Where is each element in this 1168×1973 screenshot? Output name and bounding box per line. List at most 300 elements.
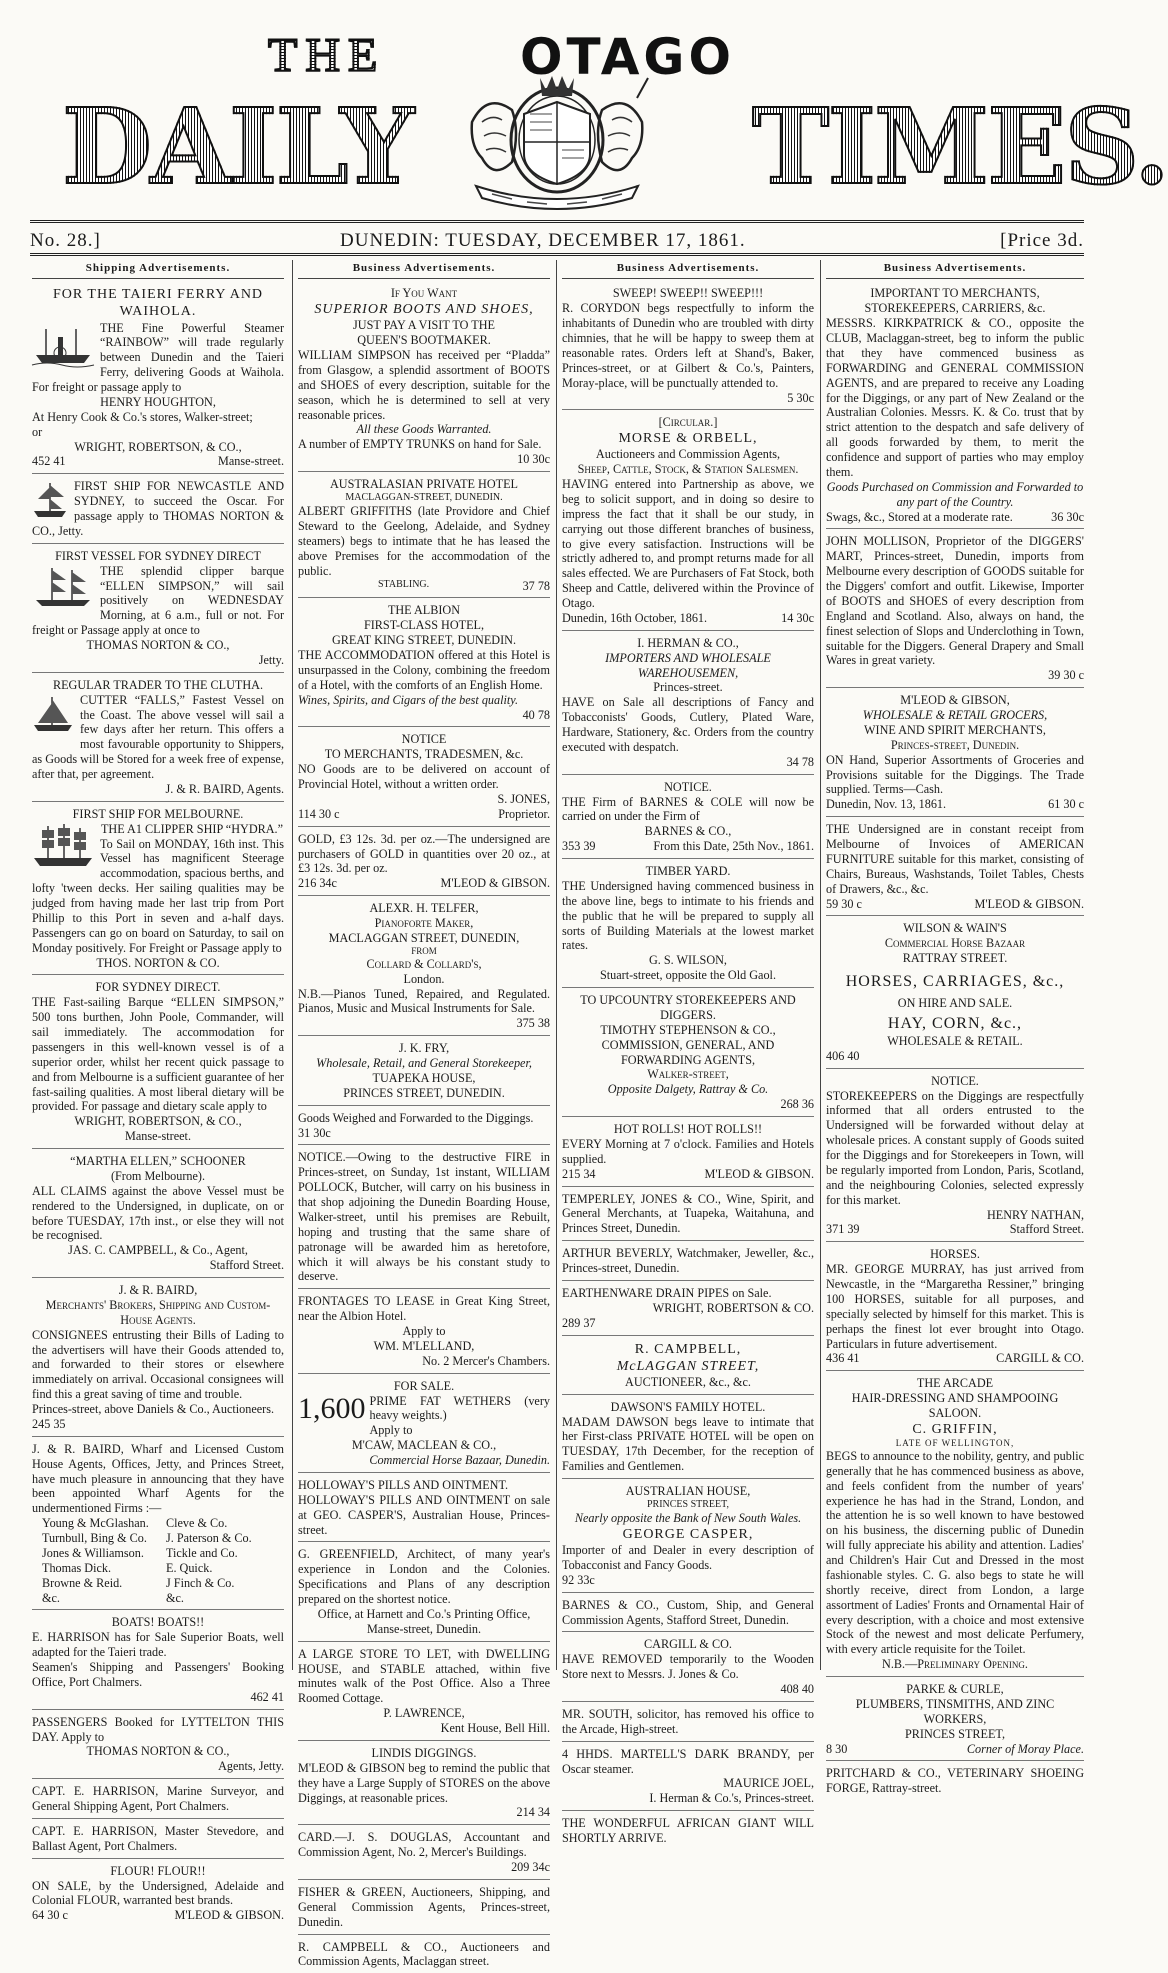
ad-code: 61 30 c [1048,797,1084,812]
ad-title: TIMBER YARD. [645,864,731,879]
ad-note: Goods Purchased on Commission and Forwarded to any part of the Country. [826,479,1084,509]
ad-american-furniture [826,819,1084,916]
ad-frontages [298,1291,550,1373]
price: [Price 3d. [1000,230,1084,251]
ad-address: RATTRAY STREET. [902,951,1008,966]
ad-subtitle: Pianoforte Maker, [374,916,474,931]
ad-signature: G. S. WILSON, [649,953,727,968]
ad-title: THE ARCADE [916,1376,994,1391]
column-business-1 [298,260,550,1969]
masthead-daily: DAILY [62,85,413,208]
column-divider [292,260,293,1670]
ad-code: 436 41 [826,1351,860,1366]
ad-sydney-direct-1 [32,546,284,673]
ad-flour [32,1861,284,1928]
ad-body: MESSRS. KIRKPATRICK & CO., opposite the CLUB, Maclaggan-street, beg to inform the public that they have commenced business as FORWARDING and GENERAL COMMISSION AGENTS, and are prepared to receive any Loading for the Diggings, or any part of New Zealand or the Australian Colonies. Messrs. K. & Co. trust that by strict attention to the despatch and safe delivery of all goods forwarded by them, to merit the confidence and support of parties who may employ them. [826,316,1084,479]
ad-apply: Apply to [402,1324,446,1339]
ad-subtitle: Auctioneers and Commission Agents, [595,447,781,462]
ad-large-store [298,1644,550,1741]
firm-item: Tickle and Co. [166,1545,238,1560]
firm-item: Young & McGlashan. [42,1516,149,1531]
ad-code: 371 39 [826,1222,860,1237]
ad-tag: STABLING. [378,578,430,590]
ad-title: FLOUR! FLOUR!! [110,1863,206,1878]
ad-holloway [298,1475,550,1543]
ad-body: FRONTAGES TO LEASE in Great King Street, near the Albion Hotel. [298,1294,550,1324]
ad-body: To Sail on MONDAY, 16th inst. This Vessel has magnificent Steerage accommodation, spacious berths, and lofty 'tween decks. Her sailing qualities may be judged from having made her last trip from Port Phillip to this Port in seven and a-half days. Passengers can go on board on Saturday, to sail on Monday positively. For Freight or Passage apply to [32,836,284,955]
ad-name: C. GRIFFIN, [912,1421,998,1437]
column-business-3 [826,260,1084,1796]
ad-subtitle: Sheep, Cattle, Stock, & Station Salesmen. [577,462,799,477]
ad-wethers [298,1376,550,1473]
ad-arcade-griffin [826,1373,1084,1677]
ad-code: 14 30c [781,610,814,625]
firm-item: Cleve & Co. [166,1516,228,1531]
ad-body: NO Goods are to be delivered on account of Provincial Hotel, without a written order. [298,762,550,792]
ad-body: THE Undersigned are in constant receipt from Melbourne of Invoices of AMERICAN FURNITURE suitable for this market, consisting of Chairs, Bureaus, Washstands, Toilet Tables, Chests of Drawers, &c., &c. [826,822,1084,896]
ad-title: HORSES. [930,1247,980,1262]
ad-code: 5 30c [787,390,814,405]
ad-barnes-co [562,1595,814,1633]
ad-role: Proprietor. [498,806,550,821]
ad-title: FOR SYDNEY DIRECT. [95,980,221,995]
ad-signature: MAURICE JOEL, [723,1776,814,1791]
ad-text: or [32,424,43,439]
ad-stephenson [562,990,814,1117]
ad-body: THE ACCOMMODATION offered at this Hotel is unsurpassed in the Colony, combining the freedom of a Hotel, with the comforts of an English Home. [298,648,550,692]
sailing-ship-icon [32,481,68,521]
ad-subtitle: COMMISSION, GENERAL, AND FORWARDING AGENTS, [601,1037,775,1067]
ad-code: 64 30 c [32,1908,68,1923]
ad-code: 10 30c [517,452,550,467]
masthead-otago: OTAGO [520,28,735,86]
ad-code: 408 40 [780,1682,814,1697]
ad-morse-orbell [562,412,814,630]
ad-mollison [826,531,1084,688]
ad-signature: J. & R. BAIRD, Agents. [165,781,284,796]
ad-code: 462 41 [250,1689,284,1704]
ad-body: THE WONDERFUL AFRICAN GIANT WILL SHORTLY ARRIVE. [562,1816,814,1846]
ad-address: Princes-street, above Daniels & Co., Auctioneers. [32,1402,274,1417]
ad-role: AUCTIONEER, &c., &c. [625,1374,751,1389]
ad-brandy [562,1744,814,1812]
ad-title: PARKE & CURLE, [906,1682,1004,1697]
ad-title: STOREKEEPERS, CARRIERS, &c. [864,301,1046,316]
ad-title: J. K. FRY, [398,1041,450,1056]
column-divider [556,260,557,1670]
ad-title: LINDIS DIGGINGS. [371,1745,477,1760]
ad-address: No. 2 Mercer's Chambers. [422,1353,550,1368]
ad-body: PASSENGERS Booked for LYTTELTON THIS DAY. Apply to [32,1714,284,1744]
ad-date: From this Date, 25th Nov., 1861. [653,839,814,854]
ad-body: JOHN MOLLISON, Proprietor of the DIGGERS' MART, Princes-street, Dunedin, imports from Melbourne every description of GOODS suitable for the Diggers' comfort and outfit. Likewise, Importer of BOOTS and SHOES of every description from England and Scotland. Also, always on hand, the finest selection of Slops and Underclothing in Town, suitable for the Diggers. General Drapery and Small Wares in great variety. [826,534,1084,668]
ad-body: Seamen's Shipping and Passengers' Booking Office, Port Chalmers. [32,1660,284,1689]
ad-horses [826,1244,1084,1371]
ad-subtitle: Wholesale, Retail, and General Storekeeper, [316,1056,532,1071]
ad-body: CAPT. E. HARRISON, Marine Surveyor, and General Shipping Agent, Port Chalmers. [32,1784,284,1814]
ad-firm: Collard & Collard's, [366,956,482,971]
ad-title: R. CAMPBELL, [634,1341,742,1357]
ad-body: E. HARRISON has for Sale Superior Boats, well adapted for the Taieri trade. [32,1630,284,1660]
masthead-the: THE [268,29,386,82]
ad-title: HAIR-DRESSING AND SHAMPOOING SALOON. [851,1391,1059,1421]
ad-body: MADAM DAWSON begs leave to intimate that her First-class PRIVATE HOTEL will be open on TUESDAY, 17th December, for the reception of Families and Gentlemen. [562,1414,814,1474]
ad-title: FOR THE TAIERI FERRY AND WAIHOLA. [52,287,264,320]
ad-harrison-surveyor [32,1781,284,1819]
ad-south-solicitor [562,1704,814,1742]
firm-item: Browne & Reid. [42,1575,123,1590]
ad-lyttelton [32,1712,284,1780]
ad-title: NOTICE. [664,779,712,794]
ad-address: Stafford Street. [209,1258,284,1273]
ad-title: “MARTHA ELLEN,” SCHOONER [70,1154,246,1169]
ad-note: N.B.—Preliminary Opening. [882,1657,1028,1672]
ad-signature: S. JONES, [497,791,550,806]
ad-signature: M'LEOD & GIBSON. [440,876,550,891]
place-date: DUNEDIN: TUESDAY, DECEMBER 17, 1861. [340,230,746,251]
ad-subtitle: Merchants' Brokers, Shipping and Custom-House Agents. [45,1297,271,1327]
ad-subtitle: LATE OF WELLINGTON, [895,1438,1015,1449]
ad-r-campbell [562,1338,814,1395]
ad-hot-rolls [562,1119,814,1187]
masthead-rule [30,220,1084,223]
ad-mleod-grocers [826,690,1084,817]
ad-body: BEGS to announce to the nobility, gentry, and public generally that he has commenced business as above, and feels confident from the number of years' experience he has had in the Strand, London, and the attention he is so well known to have bestowed on his business, the discerning public of Dunedin will fully appreciate his ability and attention. Ladies' and Children's Hair Cut and Dressed in the most fashionable styles. C. G. also begs to state he will shortly receive, direct from London, a large assortment of Ladies' Fronts and Ornamental Hair of every description, with a choice and most extensive Stock of the newest and most delicate Perfumery, with every article requisite for the Toilet. [826,1448,1084,1657]
ad-date: Dunedin, 16th October, 1861. [562,610,708,625]
ad-title: M'LEOD & GIBSON, [900,693,1010,708]
masthead [0,0,1168,215]
ad-body: N.B.—Pianos Tuned, Repaired, and Regulated. Pianos, Music and Musical Instruments for Sale. [298,986,550,1016]
ad-temperley [562,1189,814,1242]
ad-title: HOT ROLLS! HOT ROLLS!! [613,1122,763,1137]
ad-note: All these Goods Warranted. [356,422,492,437]
ad-body: FISHER & GREEN, Auctioneers, Shipping, and General Commission Agents, Princes-street, Dunedin. [298,1884,550,1929]
column-business-2 [562,260,814,1846]
ad-african-giant [562,1813,814,1850]
ad-body: M'LEOD & GIBSON beg to remind the public that they have a Large Supply of STORES on the above Diggings, at reasonable prices. [298,1760,550,1805]
ad-subtitle: MACLAGGAN-STREET, DUNEDIN. [345,491,503,503]
ad-signature: WRIGHT, ROBERTSON & CO. [652,1300,814,1315]
ad-signature: HENRY HOUGHTON, [100,394,216,409]
ad-boats [32,1612,284,1709]
ad-signature: THOMAS NORTON & CO., [86,1744,230,1759]
masthead-times: TIMES. [752,85,1168,208]
ad-line: WHOLESALE & RETAIL. [887,1033,1023,1048]
ad-code: 8 30 [826,1741,848,1756]
ad-wilson-wain [826,918,1084,1068]
ad-subtitle: PLUMBERS, TINSMITHS, AND ZINC WORKERS, [855,1696,1055,1726]
ad-beverly [562,1243,814,1281]
ad-herman [562,633,814,775]
ad-campbell-co [298,1937,550,1973]
ad-title: I. HERMAN & CO., [637,635,739,650]
ad-body: CAPT. E. HARRISON, Master Stevedore, and Ballast Agent, Port Chalmers. [32,1823,284,1853]
column-heading: Business Advertisements. [562,260,814,279]
ad-address: Princes-street. [653,680,723,695]
ad-body: HOLLOWAY'S PILLS AND OINTMENT on sale at GEO. CASPER'S, Australian House, Princes-street. [298,1492,550,1537]
ad-greenfield [298,1544,550,1641]
ad-body: HAVE on Sale all descriptions of Fancy and Tobacconists' Goods, Cutlery, Plated Ware, Hardware, Stationery, &c. Orders from the country executed with despatch. [562,695,814,754]
firm-list [32,1516,284,1605]
ad-subtitle: GREAT KING STREET, DUNEDIN. [331,633,517,648]
ad-taieri-ferry [32,283,284,474]
ad-signature: WM. M'LELLAND, [373,1338,475,1353]
ad-from: FROM [411,945,437,956]
ad-subtitle: WHOLESALE & RETAIL GROCERS, [862,708,1048,723]
ad-fisher [298,1882,550,1935]
ad-drain-pipes [562,1283,814,1336]
ad-signature: P. LAWRENCE, [383,1706,465,1721]
ad-douglas [298,1827,550,1880]
ad-foot: Swags, &c., Stored at a moderate rate. [826,509,1013,524]
ad-body: FIRST SHIP FOR NEWCASTLE AND SYDNEY, to succeed the Oscar. For passage apply to THOMAS NORTON & CO., Jetty. [32,479,284,538]
ad-gold [298,829,550,897]
ad-australasian-hotel [298,474,550,598]
ad-lindis [298,1743,550,1825]
ad-line: ON HIRE AND SALE. [897,995,1013,1010]
ad-code: 31 30c [298,1125,331,1140]
ad-title: SUPERIOR BOOTS AND SHOES, [314,302,534,318]
ad-code: 406 40 [826,1048,860,1063]
ad-diggings-weighed [298,1108,550,1146]
ad-body: ON Hand, Superior Assortments of Groceries and Provisions suitable for the Diggings. The Trade supplied. Terms—Cash. [826,752,1084,797]
ad-subtitle: TO MERCHANTS, TRADESMEN, &c. [324,747,524,762]
ad-body: CARD.—J. S. DOUGLAS, Accountant and Commission Agent, No. 2, Mercer's Buildings. [298,1830,550,1860]
ad-sweep [562,283,814,410]
ad-clutha [32,675,284,802]
ad-city: London. [403,971,445,986]
ad-telfer [298,898,550,1036]
ad-code: 40 78 [522,707,550,722]
ad-baird-wharf [32,1439,284,1611]
ad-address: Princes-street, Dunedin. [890,737,1020,752]
ad-title: SWEEP! SWEEP!! SWEEP!!! [612,286,764,301]
ad-title: DAWSON'S FAMILY HOTEL. [610,1399,766,1414]
ad-address: Stuart-street, opposite the Old Gaol. [599,968,776,983]
ad-lead: THE A1 CLIPPER SHIP “HYDRA.” [100,821,284,836]
ad-code: 92 33c [562,1572,595,1587]
ad-baird [32,1280,284,1437]
ad-signature: CARGILL & CO. [996,1351,1084,1366]
ad-code: 245 35 [32,1416,66,1431]
ad-code: 34 78 [786,754,814,769]
ad-body: R. CAMPBELL & CO., Auctioneers and Commission Agents, Maclaggan street. [298,1939,550,1969]
ad-code: 39 30 c [1048,668,1084,683]
ad-title: BOATS! BOATS!! [111,1615,205,1630]
ad-address: At Henry Cook & Co.'s stores, Walker-street; [32,409,253,424]
firm-item: &c. [42,1590,60,1605]
ad-date: Dunedin, Nov. 13, 1861. [826,797,947,812]
ad-body: J. & R. BAIRD, Wharf and Licensed Custom House Agents, Offices, Jetty, and Princes Street, have much pleasure in announcing that they have been appointed Wharf Agents for the undermentioned Firms :— [32,1441,284,1516]
ad-body: NOTICE.—Owing to the destructive FIRE in Princes-street, on Sunday, 1st instant, WILLIAM POLLOCK, Butcher, will carry on his business in that shop adjoining the Dunedin Boarding House, Walker-street, until his premises are Rebuilt, hoping and trusting that the same share of patronage will be awarded him as heretofore, which it will always be his constant study to deserve. [298,1150,550,1284]
ad-title: NOTICE. [931,1073,979,1088]
ad-signature: HENRY NATHAN, [986,1207,1084,1222]
ad-code: 36 30c [1051,509,1084,524]
ad-code: 216 34c [298,876,337,891]
column-divider [820,260,821,1670]
ad-apply: Apply to [369,1423,413,1438]
ad-newcastle [32,476,284,544]
ad-parke-curle [826,1679,1084,1761]
ad-circular: [Circular.] [658,415,718,430]
ad-address: Agents, Jetty. [218,1759,284,1774]
ad-subtitle: IMPORTERS AND WHOLESALE WAREHOUSEMEN, [605,650,771,680]
ad-title: IMPORTANT TO MERCHANTS, [870,286,1040,301]
ad-title: NOTICE [401,732,447,747]
ad-code: 268 36 [780,1097,814,1112]
ad-body: ARTHUR BEVERLY, Watchmaker, Jeweller, &c., Princes-street, Dunedin. [562,1246,814,1276]
ad-body: THE Fast-sailing Barque “ELLEN SIMPSON,” 500 tons burthen, John Poole, Commander, will sail immediately. The accommodation for passengers in this well-known vessel is of a superior order, whilst her recent quick passage to and from Melbourne is a sufficient guarantee of her fast-sailing qualities. A most liberal dietary will be provided. For passage and dietary scale apply to [32,995,284,1114]
column-heading: Business Advertisements. [826,260,1084,279]
column-heading: Business Advertisements. [298,260,550,279]
ad-title: GEORGE CASPER, [622,1526,754,1542]
ad-code: 37 78 [522,578,550,593]
ad-body: CONSIGNEES entrusting their Bills of Lading to the advertisers will have their Goods attended to, and forwarded to their stores or elsewhere immediately on arrival. Occasional consignees will find this a great saving of time and trouble. [32,1327,284,1402]
ad-code: 289 37 [562,1315,596,1330]
ad-title: REGULAR TRADER TO THE CLUTHA. [52,677,263,692]
ad-title: THE ALBION [387,603,461,618]
ad-body: 4 HHDS. MARTELL'S DARK BRANDY, per Oscar steamer. [562,1746,814,1776]
ad-address: Office, at Harnett and Co.'s Printing Office, Manse-street, Dunedin. [317,1606,531,1636]
ad-dawson-hotel [562,1397,814,1479]
ad-subtitle: (From Melbourne). [110,1168,206,1183]
ad-address: Walker-street, [647,1067,729,1082]
ad-line: HORSES, CARRIAGES, &c., [845,973,1065,991]
ad-title: TO UPCOUNTRY STOREKEEPERS AND DIGGERS. [580,993,796,1022]
ad-subtitle: Commercial Horse Bazaar [884,936,1026,951]
ad-lead: If You Want [390,286,458,301]
ad-line: HAY, CORN, &c., [887,1015,1023,1033]
firm-item: J Finch & Co. [166,1575,235,1590]
ad-australian-house [562,1481,814,1593]
ad-body: GOLD, £3 12s. 3d. per oz.—The undersigned are purchasers of GOLD in quantities over 20 oz., at £3 12s. 3d. per oz. [298,831,550,876]
ad-signature: THOS. NORTON & CO. [96,955,220,970]
ad-title: HOLLOWAY'S PILLS AND OINTMENT. [298,1477,509,1492]
ad-code: 114 30 c [298,806,340,821]
ad-body: THE Firm of BARNES & COLE will now be carried on under the Firm of [562,794,814,824]
ad-address: Jetty. [258,652,284,667]
ad-body: TEMPERLEY, JONES & CO., Wine, Spirit, and General Merchants, at Tuapeka, Waitahuna, and Princes Street, Dunedin. [562,1191,814,1236]
ad-note: Corner of Moray Place. [966,1741,1084,1756]
ad-subtitle: JUST PAY A VISIT TO THE [353,318,495,333]
ad-body: Importer of and Dealer in every description of Tobacconist and Fancy Goods. [562,1543,814,1572]
ad-subtitle: WINE AND SPIRIT MERCHANTS, [864,722,1046,737]
ad-note: Nearly opposite the Bank of New South Wales. [574,1511,802,1526]
ad-body: A number of EMPTY TRUNKS on hand for Sale. [298,437,542,452]
ad-body: ALBERT GRIFFITHS (late Providore and Chief Steward to the Geelong, Adelaide, and Sydney steamers) begs to intimate that he has leased the above Premises for the accommodation of the public. [298,504,550,578]
ad-number: 1,600 [298,1391,366,1425]
ad-martha-ellen [32,1151,284,1278]
firm-item: Jones & Williamson. [42,1545,144,1560]
ad-albion-hotel [298,600,550,727]
ad-title: FIRST SHIP FOR MELBOURNE. [72,806,244,821]
ad-firm: BARNES & CO., [644,824,732,839]
ad-code: 214 34 [516,1805,550,1820]
ad-note: Opposite Dalgety, Rattray & Co. [607,1082,769,1097]
ad-body: R. CORYDON begs respectfully to inform the inhabitants of Dunedin who are troubled with dirty chimnies, that he will be happy to sweep them at reasonable rates. Orders left at Shand's, Baker, Princes-street, or at Gilbert & Co.'s, Painters, Moray-place, will be punctually attended to. [562,301,814,390]
ad-address: PRINCES STREET, [905,1726,1005,1741]
ad-fry [298,1038,550,1106]
steamer-ship-icon [32,323,94,369]
ad-title: J. & R. BAIRD, [118,1283,198,1298]
column-shipping [32,260,284,1923]
ad-signature: M'LEOD & GIBSON. [974,896,1084,911]
ad-title: MORSE & ORBELL, [618,431,758,447]
ad-title: AUSTRALIAN HOUSE, [625,1484,751,1499]
ad-signature: WRIGHT, ROBERTSON, & CO., [74,1114,242,1129]
ad-title: FIRST-CLASS HOTEL, [363,618,485,633]
ad-name: TIMOTHY STEPHENSON & CO., [600,1022,776,1037]
ad-pritchard [826,1763,1084,1800]
ad-signature: M'CAW, MACLEAN & CO., [351,1438,497,1453]
ad-title: FOR SALE. [393,1378,455,1393]
ad-subtitle: QUEEN'S BOOTMAKER. [357,333,491,348]
ad-body: THE Undersigned having commenced business in the above line, begs to intimate to his friends and the public that he will be prepared to supply all sorts of Building Materials at the lowest market rates. [562,878,814,953]
ad-title: WILSON & WAIN'S [903,921,1007,936]
ad-signature: M'LEOD & GIBSON. [704,1166,814,1181]
ad-address: MACLAGGAN STREET, DUNEDIN, [328,930,520,945]
ad-body: STOREKEEPERS on the Diggings are respectfully informed that all orders entrusted to the Undersigned will be forwarded without delay at wholesale prices. A constant supply of Goods suited for the Diggings and for Storekeepers in Town, will be regularly imported from London, Paris, Scotland, and the neighbouring Colonies, selected expressly for this market. [826,1088,1084,1207]
ad-body: HAVING entered into Partnership as above, we beg to solicit support, and in doing so desire to impress the fact that it shall be our study, in carrying out those different branches of business, to give every satisfaction. Instructions will be strictly adhered to, and prompt returns made for all sales effected. We are Purchasers of Fat Stock, both Sheep and Cattle, delivered within the Province of Otago. [562,477,814,611]
ad-title: AUSTRALASIAN PRIVATE HOTEL [329,477,518,492]
ad-body: WILLIAM SIMPSON has received per “Pladda” from Glasgow, a splendid assortment of BOOTS and SHOES of every description, suitable for the season, which he is determined to sell at very reasonable prices. [298,348,550,422]
ad-address: Stafford Street. [1009,1222,1084,1237]
ad-body: EARTHENWARE DRAIN PIPES on Sale. [562,1285,772,1300]
ad-pollock [298,1147,550,1289]
column-heading: Shipping Advertisements. [32,260,284,279]
ad-body: G. GREENFIELD, Architect, of many year's experience in London and the Colonies. Specifications and Plans of any description prepared on the shortest notice. [298,1547,550,1607]
ad-body: HAVE REMOVED temporarily to the Wooden Store next to Messrs. J. Jones & Co. [562,1652,814,1682]
firm-item: J. Paterson & Co. [166,1531,252,1546]
ad-signature: THOMAS NORTON & CO., [86,638,230,653]
ad-body: PRITCHARD & CO., VETERINARY SHOEING FORGE, Rattray-street. [826,1766,1084,1796]
ad-code: 452 41 [32,454,66,469]
ad-code: 215 34 [562,1166,596,1181]
ad-body: THE splendid clipper barque “ELLEN SIMPSON,” will sail positively on WEDNESDAY Morning, at 6 a.m., full or not. For freight or Passage apply at once to [32,563,284,638]
ad-timber-yard [562,861,814,988]
ad-simpson-boots [298,283,550,472]
ad-harrison-stevedore [32,1821,284,1859]
ad-code: 209 34c [511,1860,550,1875]
clipper-ship-icon [32,824,94,870]
ad-signature: WRIGHT, ROBERTSON, & CO., [74,439,242,454]
cutter-ship-icon [32,695,74,737]
ad-melbourne [32,804,284,976]
ad-barnes-cole [562,777,814,859]
firm-item: &c. [166,1590,184,1605]
issue-number: No. 28.] [30,230,101,251]
sailing-ship-icon [32,566,94,612]
ad-body: MR. SOUTH, solicitor, has removed his office to the Arcade, High-street. [562,1706,814,1736]
ad-address: PRINCES STREET, DUNEDIN. [343,1085,505,1100]
ad-body: MR. GEORGE MURRAY, has just arrived from Newcastle, in the “Margaretha Ressiner,” bringing 100 HORSES, suitable for all purposes, and specially selected by himself for this market. This is perhaps the finest lot ever brought into Otago. Particulars in future advertisement. [826,1262,1084,1351]
firm-item: E. Quick. [166,1560,213,1575]
ad-sydney-direct-2 [32,977,284,1149]
ad-address: I. Herman & Co.'s, Princes-street. [649,1791,814,1806]
ad-address: Kent House, Bell Hill. [440,1721,550,1736]
ad-address: Manse-street. [218,454,284,469]
firm-item: Turnbull, Bing & Co. [42,1531,147,1546]
ad-address: Manse-street. [125,1129,191,1144]
ad-address: PRINCES STREET, [646,1498,730,1510]
ad-body: ON SALE, by the Undersigned, Adelaide and Colonial FLOUR, warranted best brands. [32,1878,284,1908]
ad-title: CARGILL & CO. [644,1637,732,1652]
ad-title: FIRST VESSEL FOR SYDNEY DIRECT [55,548,261,563]
firm-item: Thomas Dick. [42,1560,112,1575]
ad-provincial-notice [298,729,550,826]
dateline-rule [30,253,1084,256]
ad-note: Wines, Spirits, and Cigars of the best quality. [298,692,519,707]
